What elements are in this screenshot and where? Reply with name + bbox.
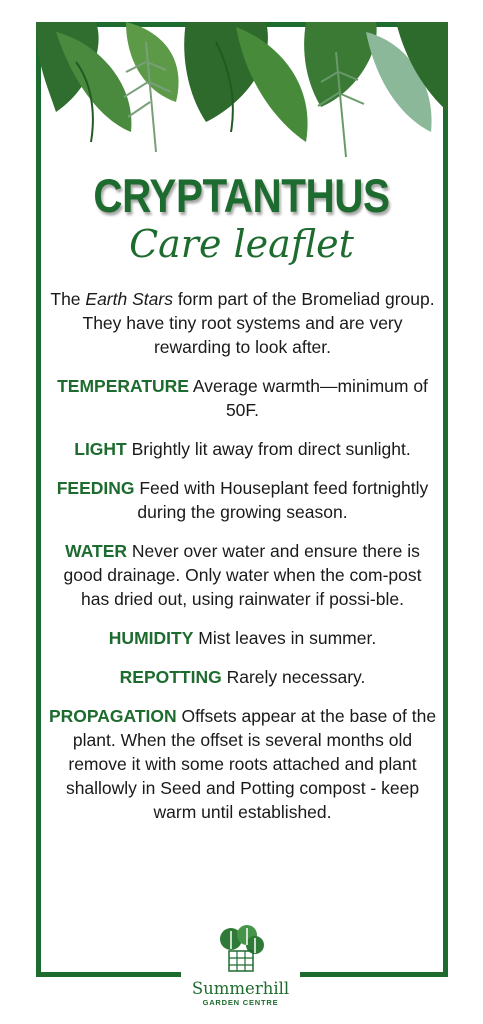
logo-name: Summerhill (191, 979, 290, 998)
section-text: Offsets appear at the base of the plant. When the offset is several months old remove it with some roots attached and plant shallowly in Seed and Potting compost - keep warm until established. (65, 706, 437, 822)
page-title: CRYPTANTHUS (93, 169, 390, 222)
page-subtitle: Care leaflet (129, 222, 354, 266)
section-text: Mist leaves in summer. (193, 628, 377, 648)
section-text: Never over water and ensure there is good drainage. Only water when the com-post has dried out, using rainwater if possi-ble. (63, 541, 422, 609)
logo-subtitle: GARDEN CENTRE (202, 998, 279, 1007)
intro-paragraph (48, 287, 437, 359)
summerhill-logo (181, 925, 300, 1005)
section-text: Brightly lit away from direct sunlight. (126, 439, 411, 459)
section-light (48, 437, 437, 461)
section-temperature (48, 374, 437, 422)
section-label: WATER (65, 541, 128, 561)
section-label: PROPAGATION (48, 706, 177, 726)
section-text: Rarely necessary. (221, 667, 366, 687)
frame-right-border (443, 22, 448, 977)
section-label: HUMIDITY (108, 628, 194, 648)
section-feeding (48, 476, 437, 524)
tropical-leaves-banner (36, 22, 448, 162)
section-text: Average warmth—minimum of 50F. (188, 376, 428, 420)
section-repotting (48, 665, 437, 689)
section-label: FEEDING (56, 478, 135, 498)
section-label: LIGHT (74, 439, 127, 459)
frame-bottom-left-border (36, 972, 181, 977)
frame-left-border (36, 22, 41, 977)
section-propagation (48, 704, 437, 824)
section-humidity (48, 626, 437, 650)
frame-bottom-right-border (300, 972, 448, 977)
intro-italic: Earth Stars (85, 289, 173, 309)
section-label: TEMPERATURE (57, 376, 189, 396)
section-water (48, 539, 437, 611)
tree-house-icon (215, 925, 267, 973)
intro-pre: The (50, 289, 86, 309)
care-content (48, 287, 437, 839)
section-label: REPOTTING (119, 667, 222, 687)
section-text: Feed with Houseplant feed fortnightly during the growing season. (134, 478, 429, 522)
intro-post: form part of the Bromeliad group. They have tiny root systems and are very rewarding to look after. (82, 289, 435, 357)
